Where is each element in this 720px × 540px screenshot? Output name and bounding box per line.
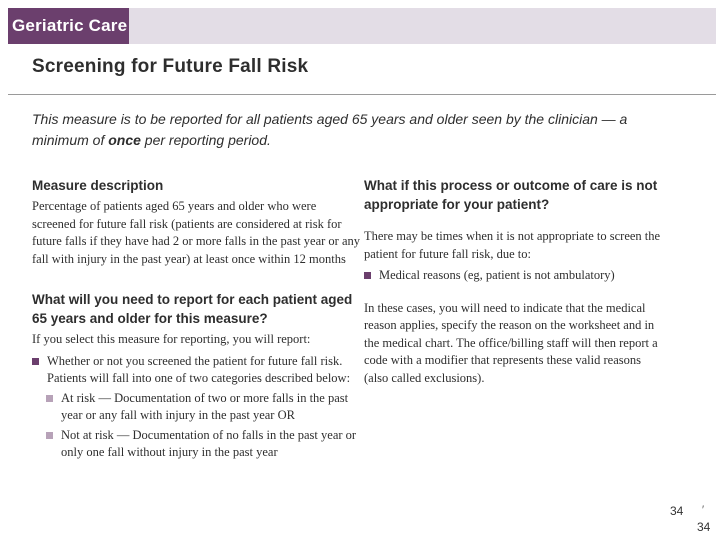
sub-bullet-text: Not at risk — Documentation of no falls in the past year or only one fall without injury in the past year [61,427,357,459]
slide-number: 34 [697,520,711,534]
mark: ′ [702,504,705,516]
list-item [32,353,362,388]
intro-text-start: This measure is to be reported for all patients aged 65 years and older seen by the clinician — a minimum of [32,111,628,148]
bullet-text: Whether or not you screened the patient for future fall risk. Patients will fall into one of two categories described below: [47,353,351,385]
intro-bold-word: once [108,132,141,148]
divider [8,94,716,95]
sub-bullet-text: At risk — Documentation of two or more falls in the past year or any fall with injury in the past year OR [61,390,349,422]
exceptions-text: There may be times when it is not appropriate to screen the patient for future fall risk, due to: [364,229,661,261]
square-bullet-icon [32,358,39,365]
page-number: 34 [670,504,684,518]
square-bullet-icon [46,432,53,439]
bullet-text: Medical reasons (eg, patient is not ambulatory) [379,268,615,282]
header-band [8,8,716,44]
sub-list-item [46,427,362,462]
intro-text [32,109,632,151]
list-item [364,267,664,285]
measure-heading: Measure description [32,178,164,193]
square-bullet-icon [364,272,371,279]
left-column [32,176,362,462]
measure-text: Percentage of patients aged 65 years and older who were screened for future fall risk (patients are considered at risk for future falls if they have had 2 or more falls in the past year or any fall with injury in the past year) at least once within 12 months [32,199,361,266]
sub-list-item [46,390,362,425]
square-bullet-icon [46,395,53,402]
right-column [364,176,664,387]
section-tab: Geriatric Care [8,8,129,44]
exceptions-heading: What if this process or outcome of care is not appropriate for your patient? [364,178,658,212]
exclusions-text: In these cases, you will need to indicate that the medical reason applies, specify the reason on the worksheet and in the medical chart. The office/billing staff will then report a code with a modifier that represents these valid reasons (also called exclusions). [364,300,658,385]
report-intro: If you select this measure for reporting, you will report: [32,332,311,346]
slide-page [8,8,716,518]
intro-text-end: per reporting period. [140,132,271,148]
page-title: Screening for Future Fall Risk [32,56,309,77]
report-heading: What will you need to report for each patient aged 65 years and older for this measure? [32,292,353,326]
